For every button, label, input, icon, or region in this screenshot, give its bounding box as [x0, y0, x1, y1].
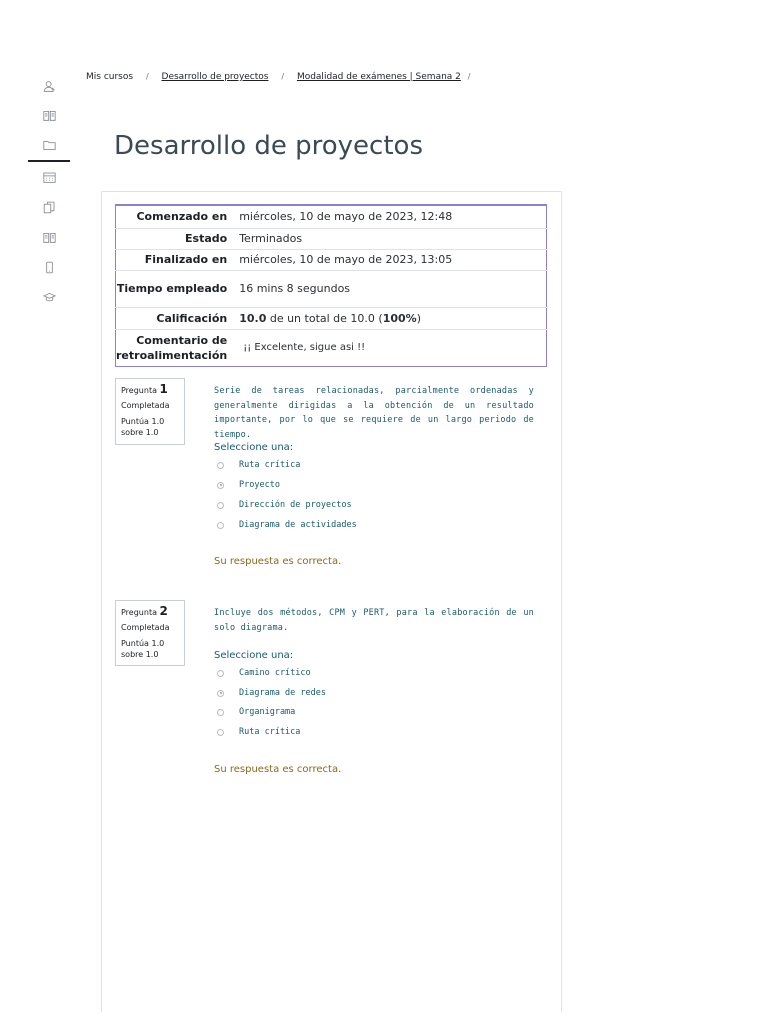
rail-folder[interactable] — [28, 130, 70, 162]
summary-value: miércoles, 10 de mayo de 2023, 13:05 — [235, 249, 546, 270]
breadcrumb — [86, 72, 480, 82]
rail-participants[interactable] — [28, 72, 70, 100]
summary-value: miércoles, 10 de mayo de 2023, 12:48 — [239, 210, 453, 224]
book-open-icon — [43, 231, 56, 244]
radio-button[interactable] — [217, 670, 224, 677]
participants-icon — [43, 80, 56, 93]
option-q1-c[interactable] — [217, 498, 352, 512]
option-label: Diagrama de redes — [239, 688, 326, 698]
option-q2-c[interactable] — [217, 705, 295, 719]
question-label: Pregunta — [121, 608, 157, 617]
question-text-2: Incluye dos métodos, CPM y PERT, para la elaboración de un solo diagrama. — [214, 608, 534, 633]
rail-copy[interactable] — [28, 192, 70, 222]
calendar-icon — [43, 171, 56, 184]
summary-value: 16 mins 8 segundos — [235, 270, 546, 307]
question-prompt-2: Seleccione una: — [214, 650, 294, 661]
question-info-2 — [115, 600, 185, 666]
summary-label: Calificación — [116, 307, 236, 329]
rail-calendar[interactable] — [28, 162, 70, 192]
breadcrumb-my-courses[interactable]: Mis cursos — [86, 72, 134, 82]
question-info-1 — [115, 378, 185, 445]
question-number: 1 — [159, 382, 168, 396]
summary-label: Finalizado en — [116, 249, 236, 270]
option-label: Camino crítico — [239, 668, 311, 678]
question-state: Completada — [121, 623, 170, 632]
radio-button[interactable] — [217, 729, 224, 736]
option-q1-d[interactable] — [217, 518, 357, 532]
option-label: Ruta crítica — [239, 727, 301, 737]
question-prompt-1: Seleccione una: — [214, 442, 294, 453]
breadcrumb-separator: / — [145, 72, 149, 81]
summary-value: Terminados — [235, 228, 546, 249]
rail-mobile[interactable] — [28, 252, 70, 282]
option-label: Organigrama — [239, 707, 296, 717]
radio-button[interactable] — [217, 690, 224, 697]
summary-row-feedback — [116, 329, 547, 366]
option-q2-a[interactable] — [217, 666, 311, 680]
option-label: Diagrama de actividades — [239, 520, 357, 530]
question-label: Pregunta — [121, 386, 157, 395]
summary-row-finished — [116, 249, 547, 270]
question-text-1: Serie de tareas relacionadas, parcialmente ordenadas y generalmente dirigidas a la obtención de un resultado importante, por lo que se requiere de un largo periodo de tiempo. — [214, 386, 534, 440]
grade-score: 10.0 — [239, 311, 267, 325]
summary-label: Estado — [116, 228, 236, 249]
copy-icon — [43, 201, 56, 214]
question-feedback-2: Su respuesta es correcta. — [214, 764, 342, 775]
rail-book-open[interactable] — [28, 222, 70, 252]
summary-row-grade — [116, 307, 547, 329]
option-q2-d[interactable] — [217, 725, 300, 739]
question-state: Completada — [121, 401, 170, 410]
question-grade: Puntúa 1.0 sobre 1.0 — [121, 417, 165, 437]
page-title: Desarrollo de proyectos — [114, 131, 423, 161]
grade-percent: 100% — [382, 311, 417, 325]
summary-row-state — [116, 228, 547, 249]
graduation-cap-icon — [43, 291, 56, 304]
breadcrumb-course[interactable]: Desarrollo de proyectos — [161, 72, 269, 82]
attempt-summary-table — [115, 204, 547, 367]
radio-button[interactable] — [217, 709, 224, 716]
summary-label: Comentario de retroalimentación — [116, 329, 236, 366]
option-label: Ruta crítica — [239, 460, 301, 470]
radio-button[interactable] — [217, 462, 224, 469]
breadcrumb-separator: / — [281, 72, 285, 81]
summary-row-started — [116, 205, 547, 228]
option-q1-b[interactable] — [217, 478, 280, 492]
radio-button[interactable] — [217, 502, 224, 509]
rail-graduation[interactable] — [28, 282, 70, 312]
folder-icon — [43, 139, 56, 152]
question-grade: Puntúa 1.0 sobre 1.0 — [121, 639, 165, 659]
summary-value: ¡¡ Excelente, sigue asi !! — [235, 329, 546, 366]
question-feedback-1: Su respuesta es correcta. — [214, 556, 342, 567]
option-q2-b[interactable] — [217, 686, 326, 700]
option-label: Dirección de proyectos — [239, 500, 352, 510]
mobile-icon — [43, 261, 56, 274]
option-q1-a[interactable] — [217, 458, 300, 472]
radio-button[interactable] — [217, 522, 224, 529]
rail-book[interactable] — [28, 100, 70, 130]
question-number: 2 — [159, 604, 168, 618]
breadcrumb-separator: / — [467, 72, 471, 81]
radio-button[interactable] — [217, 482, 224, 489]
summary-value — [235, 307, 546, 329]
summary-row-time-taken — [116, 270, 547, 307]
course-index-rail — [28, 72, 70, 312]
summary-label: Tiempo empleado — [116, 270, 236, 307]
book-icon — [43, 109, 56, 122]
grade-end: ) — [416, 311, 421, 325]
summary-label: Comenzado en — [136, 210, 228, 224]
breadcrumb-section[interactable]: Modalidad de exámenes | Semana 2 — [296, 72, 461, 82]
grade-total: de un total de 10.0 ( — [266, 311, 383, 325]
option-label: Proyecto — [239, 480, 280, 490]
